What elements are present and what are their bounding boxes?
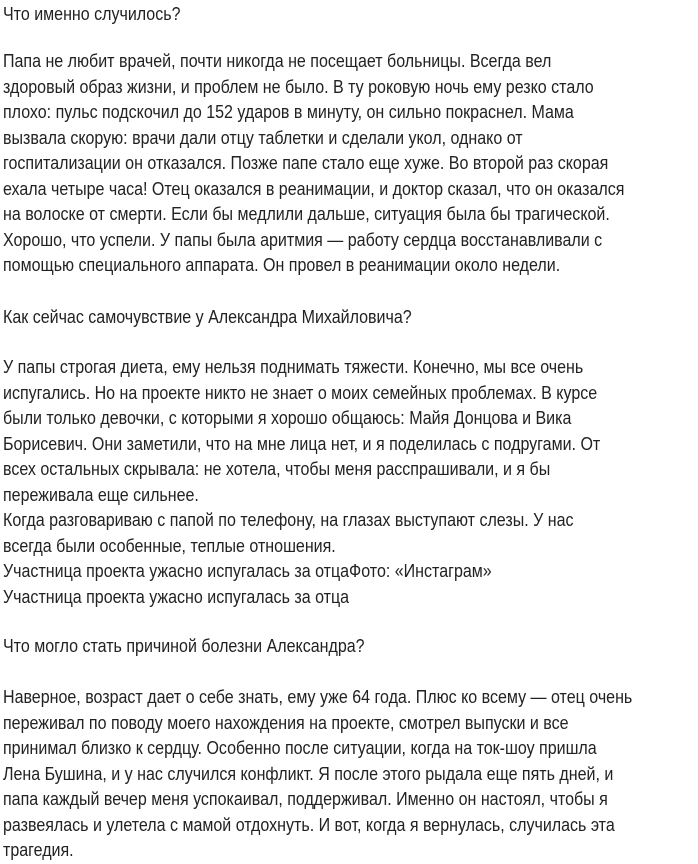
paragraph-line: здоровый образ жизни, и проблем не было. В ту роковую ночь ему резко стало (3, 76, 594, 97)
paragraph-line: принимал близко к сердцу. Особенно после ситуации, когда на ток-шоу пришла (3, 738, 597, 758)
paragraph-line: трагедия. (3, 840, 74, 860)
paragraph-line: ехала четыре часа! Отец оказался в реанимации, и доктор сказал, что он оказался (3, 178, 625, 199)
article-paragraph-2 (3, 355, 674, 610)
heading-text: Что могло стать причиной болезни Александра? (3, 636, 365, 656)
article-heading-what-happened (3, 2, 202, 28)
paragraph-line: были только девочки, с которыми я хорошо общаюсь: Майя Донцова и Вика (3, 408, 572, 428)
article-paragraph-1 (3, 49, 698, 279)
paragraph-line: плохо: пульс подскочил до 152 ударов в минуту, он сильно покраснел. Мама (3, 102, 574, 122)
paragraph-line: Участница проекта ужасно испугалась за отцаФото: «Инстаграм» (3, 561, 492, 581)
paragraph-line: развеялась и улетела с мамой отдохнуть. И вот, когда я вернулась, случилась эта (3, 814, 615, 835)
paragraph-line: вызвала скорую: врачи дали отцу таблетки и сделали укол, однако от (3, 127, 523, 148)
paragraph-line: Папа не любит врачей, почти никогда не посещает больницы. Всегда вел (3, 51, 552, 71)
article-heading-cause (3, 634, 409, 660)
article-heading-wellbeing (3, 305, 462, 331)
paragraph-line: на волоске от смерти. Если бы медлили дальше, ситуация была бы трагической. (3, 204, 610, 224)
paragraph-line: госпитализации он отказался. Позже папе стало еще хуже. Во второй раз скорая (3, 153, 609, 173)
paragraph-line: помощью специального аппарата. Он провел в реанимации около недели. (3, 255, 561, 275)
paragraph-line: Борисевич. Они заметили, что на мне лица нет, и я поделилась с подругами. От (3, 433, 601, 454)
heading-text: Что именно случилось? (3, 4, 181, 24)
paragraph-line: У папы строгая диета, ему нельзя поднимать тяжести. Конечно, мы все очень (3, 357, 584, 377)
paragraph-line: Лена Бушина, и у нас случился конфликт. Я после этого рыдала еще пять дней, и (3, 763, 614, 784)
paragraph-line: Наверное, возраст дает о себе знать, ему уже 64 года. Плюс ко всему — отец очень (3, 687, 633, 707)
heading-text: Как сейчас самочувствие у Александра Михайловича? (3, 307, 412, 327)
paragraph-line: испугались. Но на проекте никто не знает о моих семейных проблемах. В курсе (3, 382, 598, 403)
article-paragraph-3 (3, 685, 698, 864)
paragraph-line: Когда разговариваю с папой по телефону, на глазах выступают слезы. У нас (3, 510, 574, 530)
paragraph-line: всех остальных скрывала: не хотела, чтобы меня расспрашивали, и я бы (3, 459, 551, 479)
paragraph-line: Хорошо, что успели. У папы была аритмия — работу сердца восстанавливали с (3, 229, 603, 250)
paragraph-line: Участница проекта ужасно испугалась за отца (3, 586, 350, 607)
paragraph-line: переживал по поводу моего нахождения на проекте, смотрел выпуски и все (3, 712, 569, 733)
paragraph-line: папа каждый вечер меня успокаивал, поддерживал. Именно он настоял, чтобы я (3, 789, 608, 809)
paragraph-line: всегда были особенные, теплые отношения. (3, 535, 336, 556)
paragraph-line: переживала еще сильнее. (3, 484, 199, 505)
